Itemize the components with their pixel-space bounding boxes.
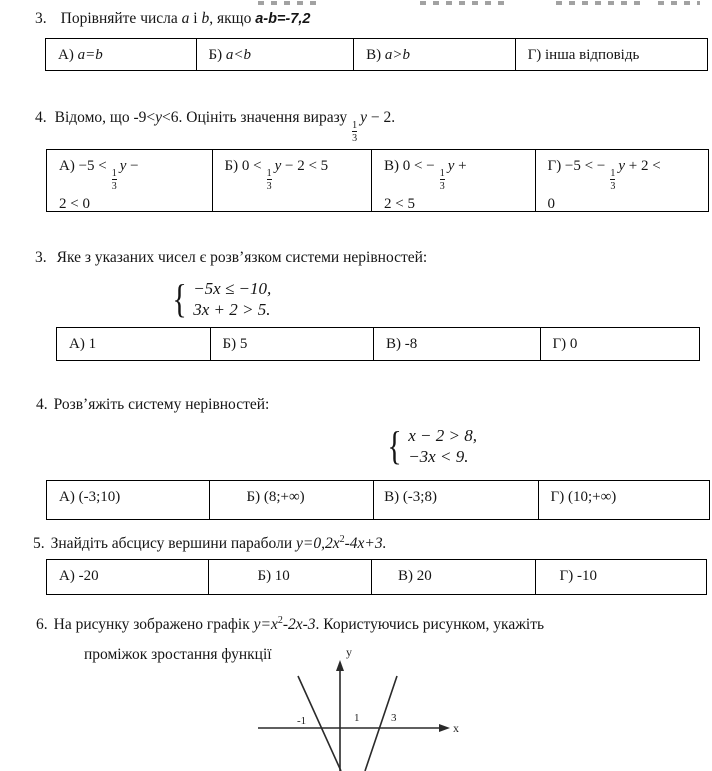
option-b: Б) 0 < $\frac{1}{3}$ y − 2 < 5 (212, 150, 372, 211)
formula: y=0,2x (296, 535, 340, 552)
clipped-text-fragment (658, 1, 700, 5)
tick-label-neg1: -1 (297, 715, 307, 727)
system-line-2: 3x + 2 > 5. (193, 300, 271, 320)
y-axis-label: y (346, 645, 352, 659)
option-g: Г) (10;+∞) (538, 481, 709, 519)
system-line-2: −3x < 9. (408, 447, 469, 467)
question-number: 4. (36, 396, 48, 413)
option-g: Г) -10 (535, 560, 706, 594)
question-5-parabola-title: 5. Знайдіть абсцису вершини параболи $y=0,2x^2-4x+3$. (33, 533, 387, 552)
option-b: Б) a<b (196, 39, 354, 70)
formula: -4x+3. (344, 535, 387, 552)
option-b: Б) 5 (210, 328, 373, 360)
question-3-system-title: 3. Яке з указаних чисел є розв’язком системи нерівностей: (35, 249, 428, 266)
system-brace: { (387, 423, 402, 469)
answer-table-q3-system (56, 327, 700, 361)
system-brace: { (172, 276, 187, 322)
variable-y: y (360, 109, 368, 126)
equation: a-b=-7,2 (255, 11, 311, 27)
option-b: Б) 10 (208, 560, 371, 594)
variable-a: a (181, 10, 190, 27)
question-6-graph-title: 6. На рисунку зображено графік $y=x^2-2x-3$. Користуючись рисунком, укажіть (36, 614, 545, 633)
inequality-system-1 (170, 278, 271, 321)
variable-y: y (155, 109, 163, 126)
option-a: А) 1 (69, 336, 97, 352)
system-line-1: x − 2 > 8, (408, 426, 477, 445)
option-v: В) a>b (353, 39, 515, 70)
tick-label-1: 1 (354, 712, 360, 724)
clipped-text-fragment (556, 1, 644, 5)
answer-table-q4-system (46, 480, 710, 520)
answer-table-q3-compare (45, 38, 708, 71)
answer-table-q4-estimate (46, 149, 709, 212)
option-b: Б) (8;+∞) (209, 481, 373, 519)
formula: y=x (253, 616, 278, 633)
question-number: 5. (33, 535, 45, 552)
clipped-text-fragment (258, 1, 320, 5)
formula: -2x-3 (282, 616, 316, 633)
x-axis-label: x (453, 721, 459, 735)
option-g: Г) інша відповідь (515, 39, 707, 70)
tick-label-3: 3 (391, 712, 397, 724)
option-a: А) a=b (58, 47, 103, 63)
x-axis-arrow-icon (439, 724, 450, 732)
question-number: 3. (35, 10, 47, 27)
parabola-graph (250, 640, 470, 771)
inequality-system-2 (385, 425, 477, 468)
option-a: А) −5 < $\frac{1}{3}$ y − 2 < 0 (59, 158, 139, 211)
fraction-one-third: $\frac{1}{3}$ (610, 167, 616, 192)
fraction-one-third: $\frac{1}{3}$ (111, 167, 117, 192)
option-g: Г) 0 (540, 328, 700, 360)
fraction-one-third: $\frac{1}{3}$ (439, 167, 445, 192)
option-a: А) -20 (59, 568, 99, 584)
fraction-one-third: $\frac{1}{3}$ (266, 167, 272, 192)
question-3-compare-title: 3. Порівняйте числа a і b, якщо a-b=-7,2 (35, 10, 311, 27)
option-v: В) (-3;8) (373, 481, 537, 519)
question-number: 3. (35, 249, 47, 266)
clipped-text-fragment (420, 1, 506, 5)
question-number: 4. (35, 109, 47, 126)
exponent: 2 (277, 614, 283, 626)
fraction-one-third: $\frac{1}{3}$ (352, 119, 358, 144)
option-v: В) -8 (373, 328, 539, 360)
variable-b: b (201, 10, 210, 27)
option-v: В) 0 < − $\frac{1}{3}$ y + 2 < 5 (371, 150, 535, 211)
question-4-system-title: 4. Розв’яжіть систему нерівностей: (36, 396, 270, 413)
question-4-estimate-title: 4. Відомо, що -9<y<6. Оцініть значення виразу $\frac{1}{3}$ y − 2. (35, 109, 396, 144)
question-number: 6. (36, 616, 48, 633)
system-line-1: −5x ≤ −10, (193, 279, 272, 298)
option-a: А) (-3;10) (59, 489, 121, 505)
answer-table-q5 (46, 559, 707, 595)
question-6-title-line2: проміжок зростання функції (84, 646, 272, 663)
y-axis-arrow-icon (336, 660, 344, 671)
option-v: В) 20 (371, 560, 535, 594)
option-g: Г) −5 < − $\frac{1}{3}$ y + 2 < 0 (535, 150, 708, 211)
exponent: 2 (339, 533, 345, 545)
